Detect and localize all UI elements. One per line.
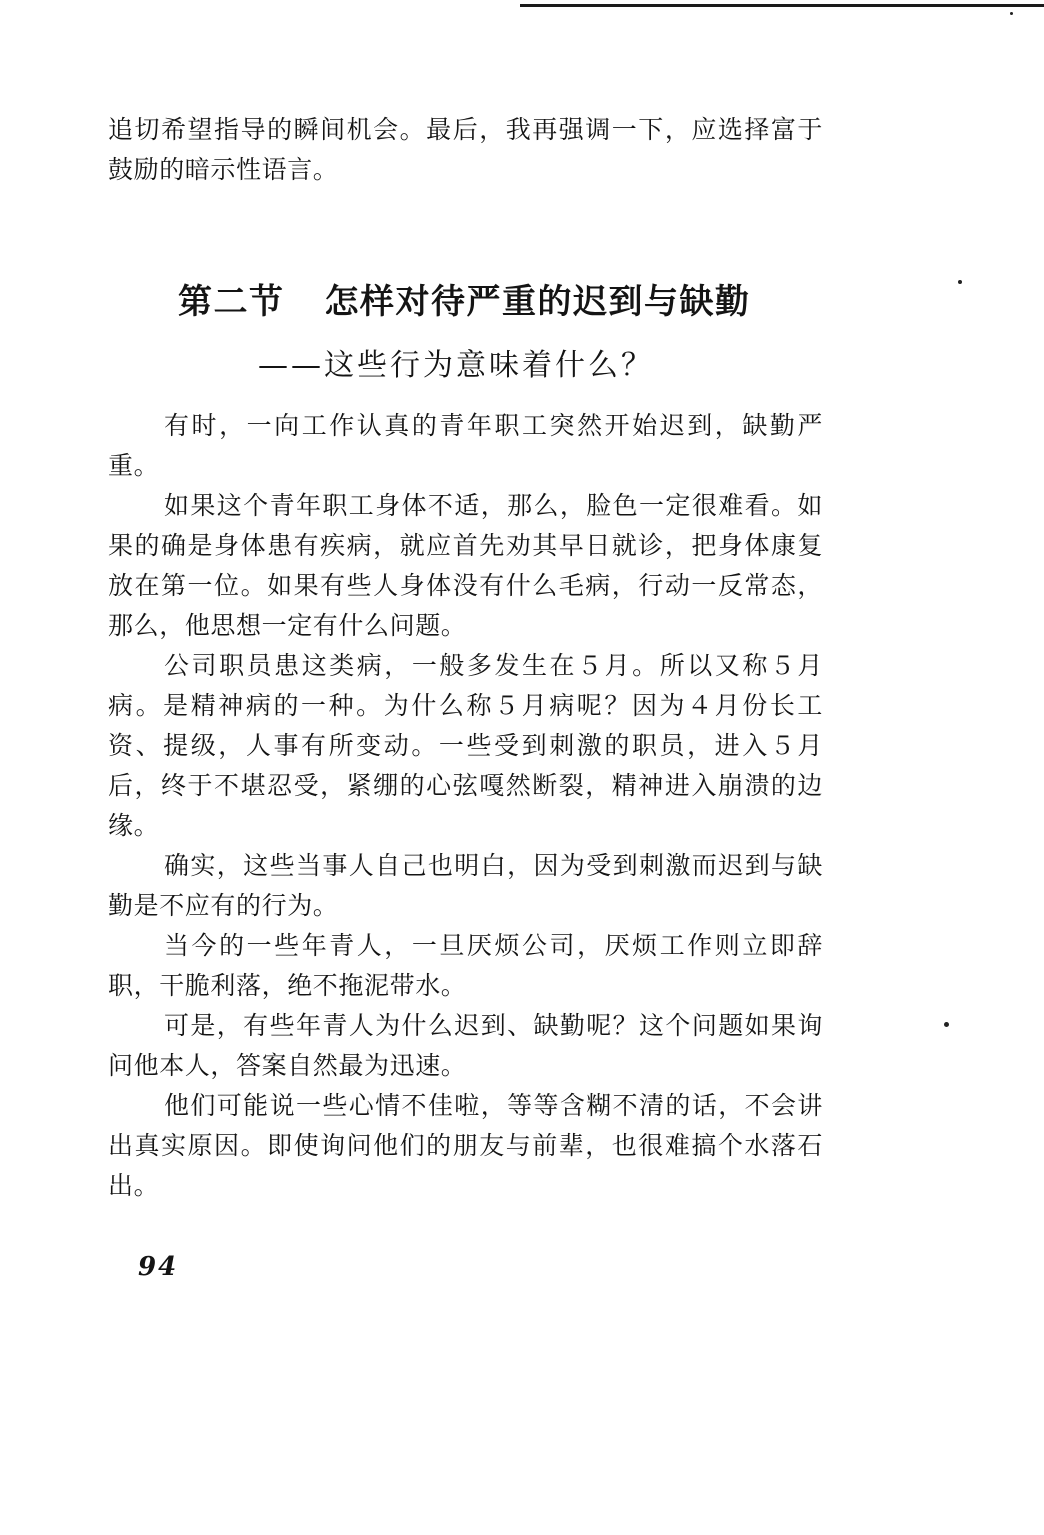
- top-edge-rule: [520, 4, 1044, 7]
- carryover-paragraph: 追切希望指导的瞬间机会。最后，我再强调一下，应选择富于鼓励的暗示性语言。: [108, 115, 823, 184]
- page-number: 94: [138, 1252, 179, 1282]
- section-heading: [178, 276, 823, 328]
- body-paragraph: 当今的一些年青人，一旦厌烦公司，厌烦工作则立即辞职，干脆利落，绝不拖泥带水。: [108, 931, 823, 1000]
- section-label: 第二节: [178, 282, 285, 322]
- book-page-body: [108, 110, 823, 1206]
- section-title: 怎样对待严重的迟到与缺勤: [324, 282, 751, 322]
- body-paragraph: 可是，有些年青人为什么迟到、缺勤呢？这个问题如果询问他本人，答案自然最为迅速。: [108, 1011, 823, 1080]
- scan-speck: [944, 1022, 949, 1027]
- body-paragraph: 他们可能说一些心情不佳啦，等等含糊不清的话，不会讲出真实原因。即使询问他们的朋友与前辈，也很难搞个水落石出。: [108, 1091, 823, 1200]
- section-subtitle: ——这些行为意味着什么？: [258, 348, 654, 383]
- body-paragraph: 公司职员患这类病，一般多发生在５月。所以又称５月病。是精神病的一种。为什么称５月病呢？因为４月份长工资、提级，人事有所变动。一些受到刺激的职员，进入５月后，终于不堪忍受，紧绷的心弦嘎然断裂，精神进入崩溃的边缘。: [108, 651, 823, 840]
- scan-speck: [1010, 12, 1013, 15]
- scan-speck: [958, 280, 962, 284]
- body-paragraph: 确实，这些当事人自己也明白，因为受到刺激而迟到与缺勤是不应有的行为。: [108, 851, 823, 920]
- body-paragraph: 如果这个青年职工身体不适，那么，脸色一定很难看。如果的确是身体患有疾病，就应首先劝其早日就诊，把身体康复放在第一位。如果有些人身体没有什么毛病，行动一反常态，那么，他思想一定有什么问题。: [108, 491, 823, 640]
- body-paragraph: 有时，一向工作认真的青年职工突然开始迟到，缺勤严重。: [108, 411, 823, 480]
